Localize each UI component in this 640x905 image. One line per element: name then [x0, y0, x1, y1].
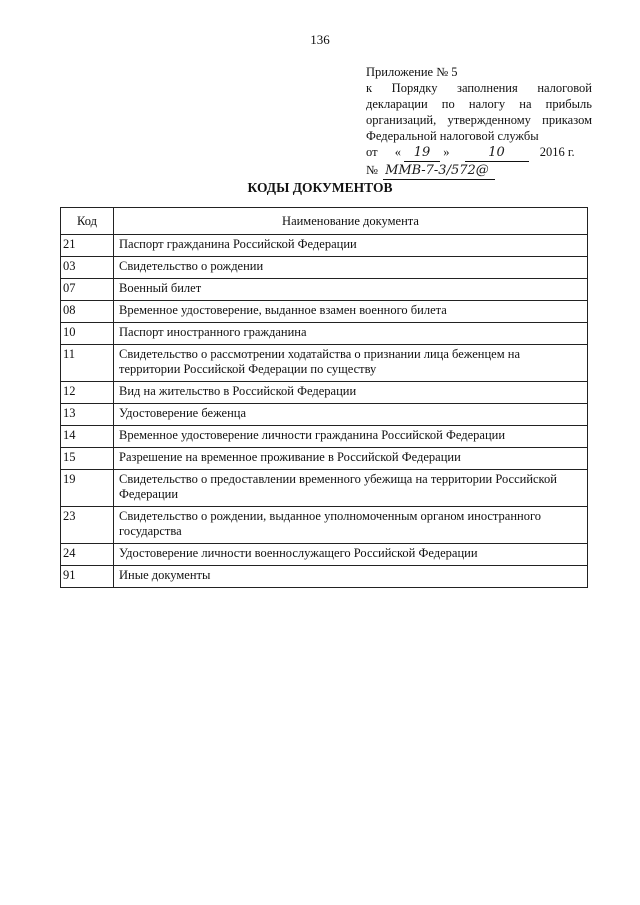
- table-row: [61, 566, 588, 588]
- table-row: [61, 345, 588, 382]
- row-name: Военный билет: [114, 279, 588, 301]
- row-name: Свидетельство о предоставлении временного убежища на территории Российской Федерации: [114, 470, 588, 507]
- table-row: [61, 448, 588, 470]
- row-code: 08: [61, 301, 114, 323]
- table-row: [61, 279, 588, 301]
- row-code: 24: [61, 544, 114, 566]
- appendix-title: Приложение № 5: [366, 65, 458, 79]
- row-name: Временное удостоверение, выданное взамен военного билета: [114, 301, 588, 323]
- row-code: 19: [61, 470, 114, 507]
- row-code: 21: [61, 235, 114, 257]
- date-quote-close: »: [443, 145, 450, 159]
- appendix-number: [366, 162, 592, 180]
- table-row: [61, 426, 588, 448]
- row-name: Свидетельство о рождении: [114, 257, 588, 279]
- table-row: [61, 301, 588, 323]
- date-year: 2016 г.: [539, 145, 575, 159]
- table-row: [61, 382, 588, 404]
- row-name: Паспорт иностранного гражданина: [114, 323, 588, 345]
- row-code: 11: [61, 345, 114, 382]
- appendix-line: декларации по налогу на прибыль: [366, 97, 592, 111]
- document-codes-table: [60, 207, 588, 588]
- appendix-line: организаций, утвержденному приказом: [366, 113, 592, 127]
- table-row: [61, 323, 588, 345]
- table-row: [61, 507, 588, 544]
- appendix-line: Федеральной налоговой службы: [366, 129, 539, 143]
- row-code: 10: [61, 323, 114, 345]
- column-header-name: Наименование документа: [114, 208, 588, 235]
- row-code: 07: [61, 279, 114, 301]
- date-day: 19: [404, 145, 440, 162]
- row-name: Разрешение на временное проживание в Российской Федерации: [114, 448, 588, 470]
- column-header-code: Код: [61, 208, 114, 235]
- appendix-date: [366, 144, 592, 162]
- table-row: [61, 470, 588, 507]
- row-name: Удостоверение личности военнослужащего Российской Федерации: [114, 544, 588, 566]
- document-title: КОДЫ ДОКУМЕНТОВ: [247, 180, 393, 195]
- table-row: [61, 235, 588, 257]
- appendix-line: к Порядку заполнения налоговой: [366, 81, 592, 95]
- row-name: Свидетельство о рассмотрении ходатайства о признании лица беженцем на территории Российской Федерации по существу: [114, 345, 588, 382]
- number-prefix: №: [366, 163, 378, 177]
- table-row: [61, 257, 588, 279]
- row-code: 03: [61, 257, 114, 279]
- table-row: [61, 404, 588, 426]
- row-code: 14: [61, 426, 114, 448]
- page-number: 136: [310, 32, 330, 47]
- row-code: 23: [61, 507, 114, 544]
- row-name: Удостоверение беженца: [114, 404, 588, 426]
- date-prefix: от: [366, 145, 378, 159]
- row-code: 12: [61, 382, 114, 404]
- date-quote-open: «: [394, 145, 401, 159]
- table-header-row: [61, 208, 588, 235]
- row-name: Временное удостоверение личности гражданина Российской Федерации: [114, 426, 588, 448]
- table-row: [61, 544, 588, 566]
- row-name: Вид на жительство в Российской Федерации: [114, 382, 588, 404]
- row-name: Иные документы: [114, 566, 588, 588]
- row-code: 13: [61, 404, 114, 426]
- appendix-header: [366, 64, 592, 180]
- date-month: 10: [465, 145, 529, 162]
- row-name: Паспорт гражданина Российской Федерации: [114, 235, 588, 257]
- order-number: ММВ-7-3/572@: [383, 163, 495, 180]
- row-code: 15: [61, 448, 114, 470]
- row-code: 91: [61, 566, 114, 588]
- row-name: Свидетельство о рождении, выданное уполномоченным органом иностранного государства: [114, 507, 588, 544]
